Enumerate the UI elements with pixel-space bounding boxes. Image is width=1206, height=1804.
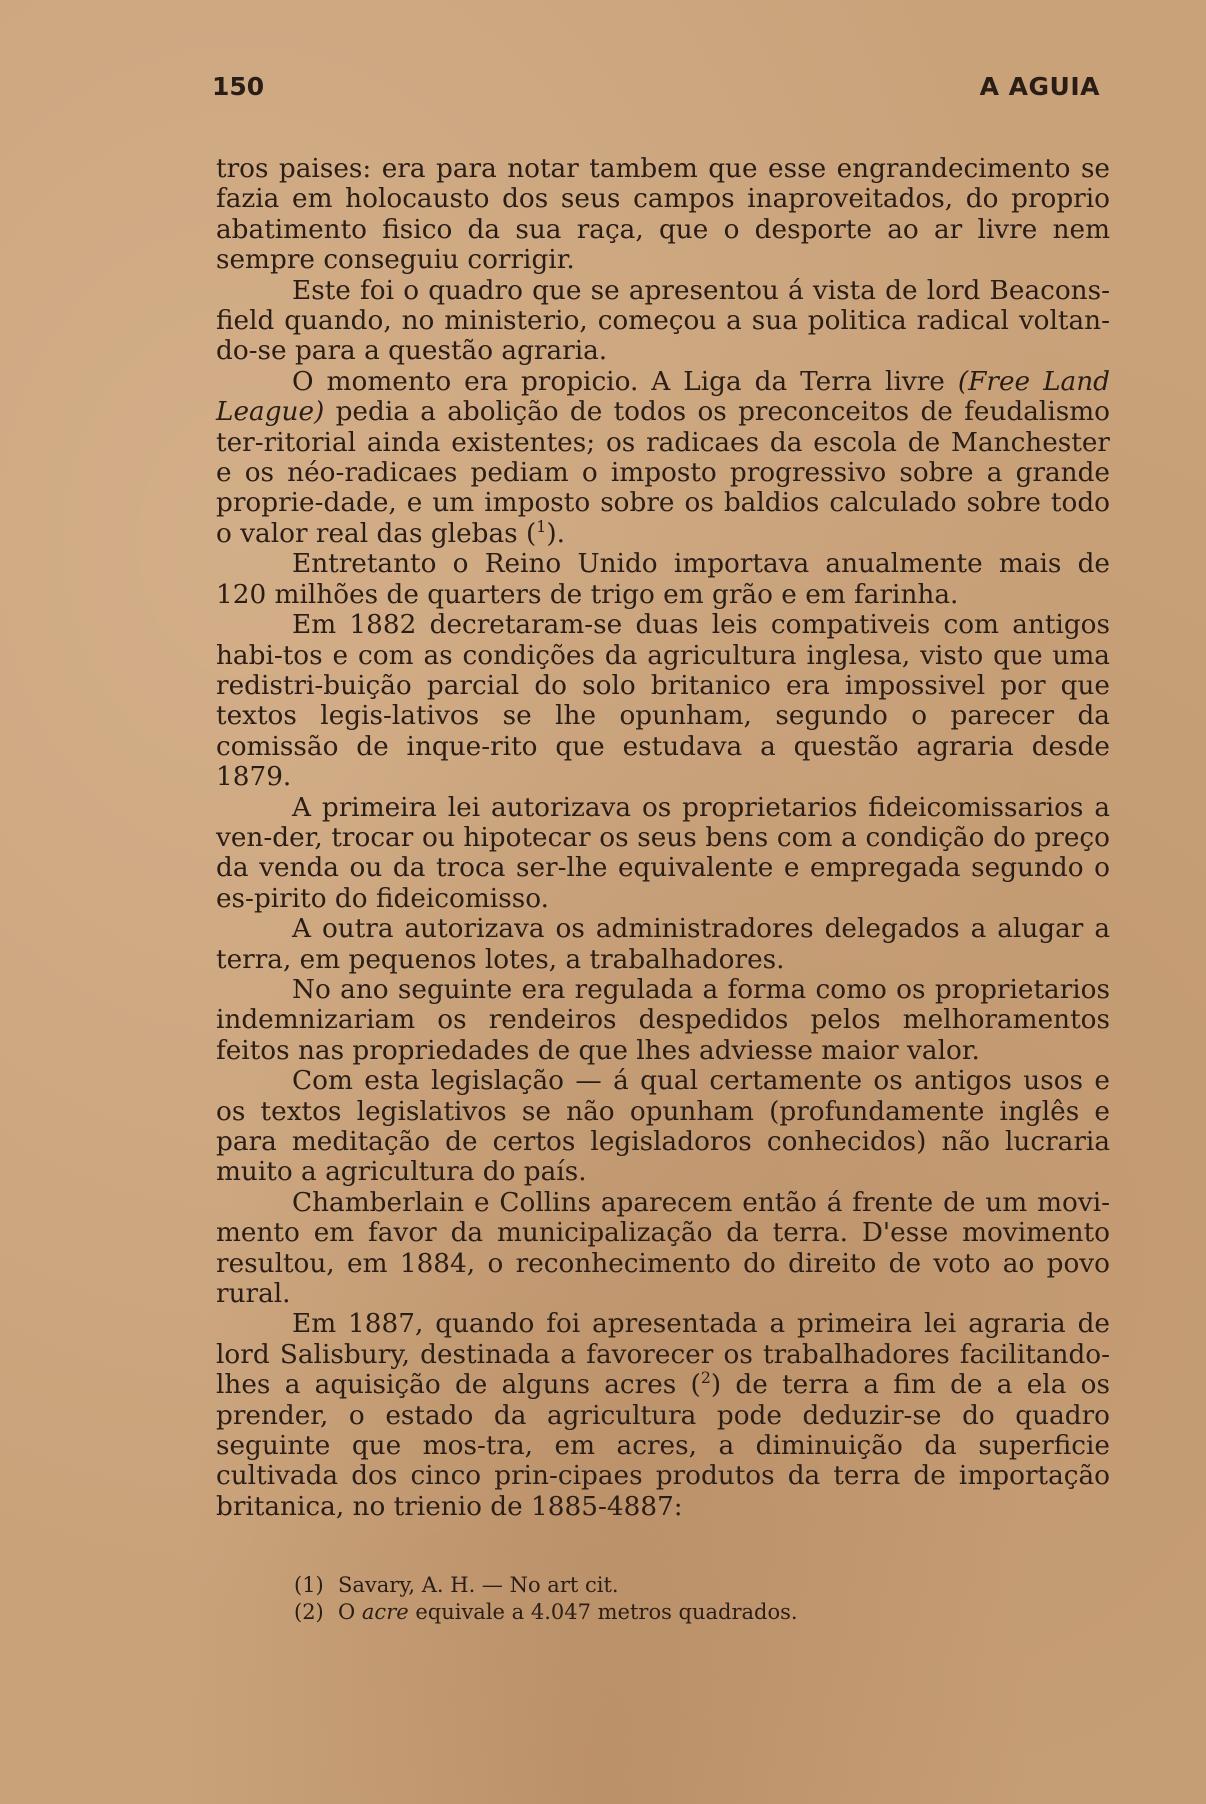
paragraph-text: ) de terra a fim de a ela os prender, o estado da agricultura pode deduzir-se do quadro seguinte que mos-tra, em acres, a diminuição da superficie cultivada dos cinco prin-cipaes produtos da terra de importação britanica, no trienio de 1885-4887: (216, 1370, 1111, 1522)
page-number: 150 (212, 72, 265, 101)
footnote-text: O (338, 1600, 362, 1624)
paragraph-text: ). (546, 518, 565, 549)
paragraph: Entretanto o Reino Unido importava anualmente mais de 120 milhões de quarters de trigo em grão e em farinha. (216, 549, 1110, 610)
footnote-mark: (2) (294, 1600, 324, 1624)
running-title: A AGUIA (979, 72, 1100, 101)
paragraph-text: O momento era propicio. A Liga da Terra livre (292, 366, 958, 397)
page-header (212, 66, 1100, 106)
paragraph (216, 367, 1110, 549)
footnote-reference: 1 (536, 517, 547, 537)
footnotes (294, 1572, 1054, 1626)
paragraph: Com esta legislação — á qual certamente os antigos usos e os textos legislativos se não opunham (profundamente inglês e para meditação de certos legisladoros conhecidos) não lucraria muito a agricultura do país. (216, 1066, 1110, 1188)
footnote-text: Savary, A. H. — No art cit. (338, 1573, 619, 1597)
footnote-mark: (1) (294, 1573, 324, 1597)
body-text (216, 154, 1110, 1522)
footnote (294, 1599, 1054, 1626)
paragraph: Chamberlain e Collins aparecem então á frente de um movi-mento em favor da municipalização da terra. D'esse movimento resultou, em 1884, o reconhecimento do direito de voto ao povo rural. (216, 1187, 1110, 1310)
italic-term: acre (361, 1600, 409, 1624)
footnote-reference: 2 (700, 1368, 711, 1388)
footnote-text: equivale a 4.047 metros quadrados. (408, 1600, 798, 1624)
paragraph-text: Em 1887, quando foi apresentada a primeira lei agraria de lord Salisbury, destinada a favorecer os trabalhadores facilitando-lhes a aquisição de alguns acres ( (216, 1309, 1110, 1401)
paragraph: Este foi o quadro que se apresentou á vista de lord Beacons-field quando, no ministerio, começou a sua politica radical voltan-do-se para a questão agraria. (216, 275, 1110, 367)
paragraph: A primeira lei autorizava os proprietarios fideicomissarios a ven-der, trocar ou hipotecar os seus bens com a condição do preço da venda ou da troca ser-lhe equivalente e empregada segundo o es-pirito do fideicomisso. (216, 792, 1110, 914)
paragraph: Em 1882 decretaram-se duas leis compativeis com antigos habi-tos e com as condições da agricultura inglesa, visto que uma redistri-buição parcial do solo britanico era impossivel por que textos legis-lativos se lhe opunham, segundo o parecer da comissão de inque-rito que estudava a questão agraria desde 1879. (216, 610, 1110, 793)
italic-term: (Free Land League) (216, 366, 1110, 428)
paragraph-text: pedia a abolição de todos os preconceitos de feudalismo ter-ritorial ainda existentes; os radicaes da escola de Manchester e os néo-radicaes pediam o imposto progressivo sobre a grande proprie-dade, e um imposto sobre os baldios calculado sobre todo o valor real das glebas ( (216, 397, 1110, 549)
paragraph (216, 1309, 1110, 1522)
paragraph: A outra autorizava os administradores delegados a alugar a terra, em pequenos lotes, a trabalhadores. (216, 914, 1110, 975)
paragraph: tros paises: era para notar tambem que esse engrandecimento se fazia em holocausto dos seus campos inaproveitados, do proprio abatimento fisico da sua raça, que o desporte ao ar livre nem sempre conseguiu corrigir. (216, 154, 1110, 276)
footnote (294, 1572, 1054, 1599)
paragraph: No ano seguinte era regulada a forma como os proprietarios indemnizariam os rendeiros despedidos pelos melhoramentos feitos nas propriedades de que lhes adviesse maior valor. (216, 974, 1110, 1066)
